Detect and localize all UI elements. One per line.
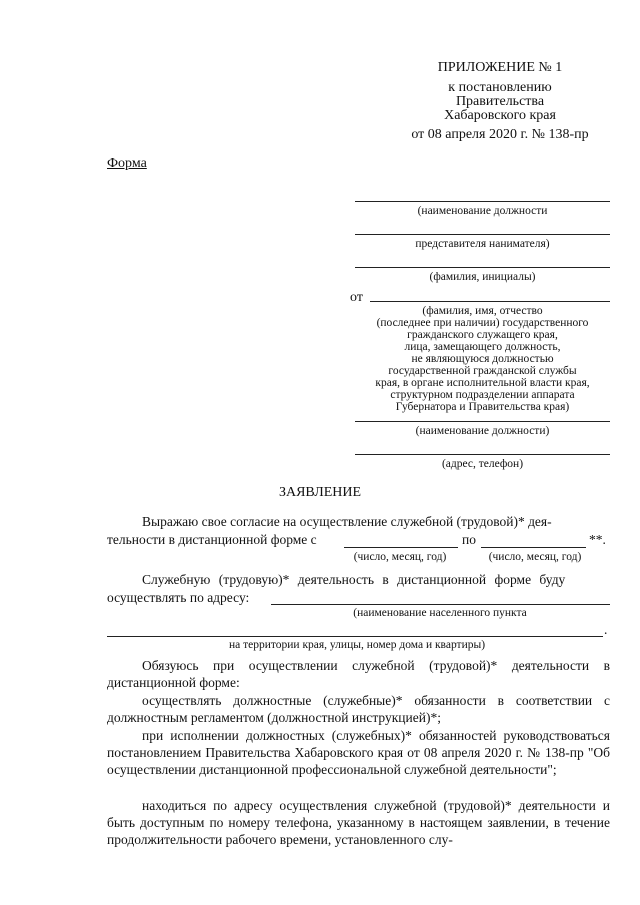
sender-caption-line: Губернатора и Правительства края) [395, 401, 570, 413]
paragraph-5 [107, 727, 610, 778]
header-line-1: к постановлению [448, 80, 552, 95]
paragraph-5-text: при исполнении должностных (служебных)* обязанностей руководствоваться постановлением Правительства Хабаровского края от 08 апреля 2020 г. № 138-пр "Об осуществлении дистанционной профессиональной служебной деятельности"; [107, 728, 610, 777]
sender-position-line [355, 421, 610, 422]
sender-caption-line: лица, замещающего должность, [404, 341, 561, 353]
sender-caption-line: края, в органе исполнительной власти края, [375, 377, 590, 389]
recipient-caption-2: представителя нанимателя) [415, 238, 550, 250]
date-from-line [344, 547, 458, 548]
p1-line-1 [142, 514, 610, 530]
sender-caption-line: не являющуюся должностью [411, 353, 554, 365]
sender-name-line [370, 301, 610, 302]
p2-line-1: Служебную (трудовую)* деятельность в дистанционной форме буду [142, 572, 566, 587]
address-line-2 [107, 636, 603, 637]
header-line-2: Правительства [455, 94, 545, 109]
appendix-title: ПРИЛОЖЕНИЕ № 1 [437, 60, 563, 75]
recipient-caption-6: (адрес, телефон) [441, 458, 524, 470]
address-line-1 [271, 604, 610, 605]
paragraph-6 [107, 797, 610, 848]
address-caption-2: на территории края, улицы, номер дома и квартиры) [228, 639, 486, 651]
paragraph-3-text: Обязуюсь при осуществлении служебной (трудовой)* деятельности в дистанционной форме: [107, 658, 610, 690]
forma-label: Форма [107, 156, 147, 171]
date-to-caption: (число, месяц, год) [488, 551, 582, 563]
document-title: ЗАЯВЛЕНИЕ [278, 485, 362, 500]
sender-caption-line: (последнее при наличии) государственного [376, 317, 589, 329]
recipient-caption-5: (наименование должности) [415, 425, 550, 437]
sender-caption-line: (фамилия, имя, отчество [422, 305, 543, 317]
from-label: от [350, 290, 363, 305]
sender-caption-line: структурном подразделении аппарата [390, 389, 575, 401]
paragraph-4-text: осуществлять должностные (служебные)* обязанности в соответствии с должностным регламентом (должностной инструкцией)*; [107, 693, 610, 725]
header-line-3: Хабаровского края [444, 108, 556, 123]
sender-caption-line: гражданского служащего края, [407, 329, 558, 341]
p1-line-2-po: по [462, 532, 476, 547]
address-line-end: . [604, 622, 608, 637]
sender-caption-block [355, 305, 610, 413]
p1-line-2-start: тельности в дистанционной форме с [107, 532, 317, 547]
p1-line-1-text: Выражаю свое согласие на осуществление служебной (трудовой)* дея- [142, 514, 552, 529]
p2-line-2: осуществлять по адресу: [107, 590, 250, 605]
recipient-caption-1: (наименование должности [417, 205, 548, 217]
paragraph-4 [107, 692, 610, 726]
recipient-caption-3: (фамилия, инициалы) [429, 271, 536, 283]
header-line-4: от 08 апреля 2020 г. № 138-пр [411, 127, 589, 142]
recipient-position-line [355, 201, 610, 202]
date-from-caption: (число, месяц, год) [353, 551, 447, 563]
sender-caption-line: государственной гражданской службы [388, 365, 577, 377]
paragraph-6-text: находиться по адресу осуществления служебной (трудовой)* деятельности и быть доступным по номеру телефона, указанному в настоящем заявлении, в течение продолжительности рабочего времени, установленного слу- [107, 798, 610, 847]
recipient-employer-line [355, 234, 610, 235]
sender-address-line [355, 454, 610, 455]
date-to-line [481, 547, 586, 548]
recipient-name-line [355, 267, 610, 268]
address-caption-1: (наименование населенного пункта [353, 607, 527, 619]
paragraph-3 [107, 657, 610, 691]
p1-line-2-end: **. [589, 532, 606, 547]
